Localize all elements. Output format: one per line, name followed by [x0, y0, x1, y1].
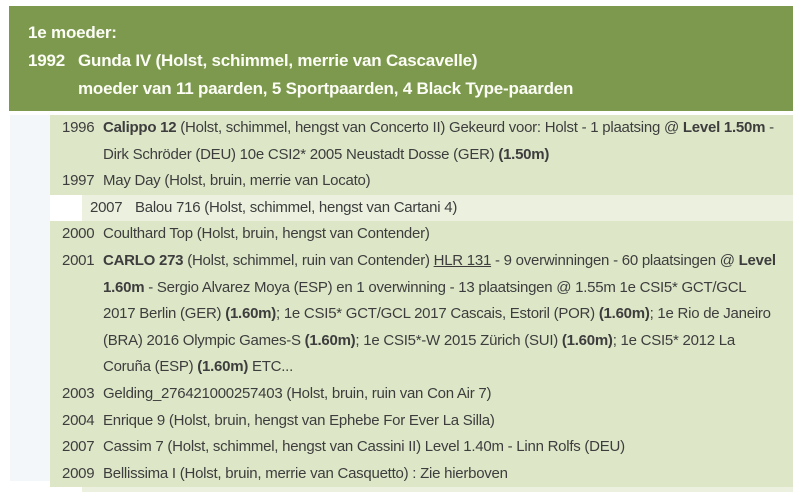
entry-year: 2007: [62, 438, 95, 456]
text-segment: (1.60m): [561, 331, 613, 349]
dam-name-text: Gunda IV (Holst, schimmel, merrie van Cascavelle): [78, 51, 478, 70]
text-segment: (1.60m): [225, 305, 276, 323]
text-segment: (1.60m): [598, 305, 650, 323]
text-segment: (Holst, schimmel, ruin van Contender): [183, 251, 434, 269]
hlr-link[interactable]: HLR 131: [433, 251, 492, 269]
offspring-entry: [50, 168, 793, 195]
text-segment: Level 1.50m: [682, 119, 766, 136]
text-segment: - Dirk Schröder (DEU) 10e CSI2* 2005 Neustadt Dosse (GER): [103, 119, 774, 163]
entry-year: 2003: [62, 384, 95, 402]
text-segment: Bellissima I (Holst, bruin, merrie van Casquetto) : Zie hierboven: [103, 464, 508, 482]
dam-line: [28, 47, 793, 75]
entry-text: [103, 434, 793, 461]
entry-text: [135, 195, 793, 222]
dam-header: [9, 6, 793, 111]
offspring-block-1: [50, 115, 793, 195]
entry-text: [103, 381, 793, 408]
entry-year: 2000: [62, 225, 95, 243]
entry-text: [103, 221, 793, 248]
text-segment: ; 1e CSI5*-W 2015 Zürich (SUI): [355, 331, 562, 349]
entry-year: 1997: [62, 172, 95, 190]
text-segment: (Holst, schimmel, hengst van Concerto II) Gekeurd voor: Holst - 1 plaatsing @: [176, 119, 683, 136]
entry-year: 2009: [62, 464, 95, 482]
offspring-block-2: [50, 221, 793, 487]
next-row-sliver: [82, 487, 793, 492]
text-segment: Gelding_276421000257403 (Holst, bruin, ruin van Con Air 7): [103, 384, 492, 402]
text-segment: - 9 overwinningen - 60 plaatsingen @: [491, 251, 739, 269]
text-segment: - Sergio Alvarez Moya (ESP) en 1 overwinning - 13 plaatsingen @ 1.55m 1e CSI5* GCT/GCL 2017 Berlin (GER): [103, 278, 746, 323]
text-segment: ; 1e CSI5* GCT/GCL 2017 Cascais, Estoril (POR): [276, 305, 599, 323]
entry-year: 2001: [62, 251, 95, 269]
text-segment: Balou 716 (Holst, schimmel, hengst van Cartani 4): [135, 198, 458, 216]
offspring-entry: [50, 434, 793, 461]
entry-text: [103, 248, 793, 381]
entry-text: [103, 115, 793, 168]
text-segment: (1.60m): [197, 358, 249, 376]
offspring-block-indented: [82, 195, 793, 222]
dam-summary: moeder van 11 paarden, 5 Sportpaarden, 4 Black Type-paarden: [78, 79, 574, 98]
text-segment: Calippo 12: [103, 119, 177, 136]
entry-text: [103, 408, 793, 435]
text-segment: (1.60m): [304, 331, 356, 349]
text-segment: Coulthard Top (Holst, bruin, hengst van Contender): [103, 225, 430, 243]
entry-year: 2007: [90, 198, 123, 216]
text-segment: ; 1e CSI5* 2012 La Coruña (ESP): [103, 331, 735, 376]
offspring-entry: [82, 195, 793, 222]
text-segment: Level 1.60m: [103, 251, 776, 296]
text-segment: Cassim 7 (Holst, schimmel, hengst van Cassini II) Level 1.40m - Linn Rolfs (DEU): [103, 438, 625, 456]
entry-year: 2004: [62, 411, 95, 429]
text-segment: ; 1e Rio de Janeiro (BRA) 2016 Olympic Games-S: [103, 305, 771, 349]
entry-text: [103, 168, 793, 195]
dam-header-title: 1e moeder:: [28, 23, 117, 42]
offspring-entry: [50, 248, 793, 381]
offspring-entry: [50, 461, 793, 488]
text-segment: CARLO 273: [103, 251, 184, 269]
text-segment: May Day (Holst, bruin, merrie van Locato): [103, 172, 371, 190]
offspring-entry: [50, 381, 793, 408]
offspring-entry: [50, 408, 793, 435]
dam-year: 1992: [28, 51, 66, 70]
offspring-entry: [50, 221, 793, 248]
entry-year: 1996: [62, 119, 95, 136]
offspring-entry: [50, 115, 793, 168]
text-segment: ETC...: [248, 358, 293, 376]
text-segment: (1.50m): [498, 145, 550, 163]
text-segment: Enrique 9 (Holst, bruin, hengst van Ephebe For Ever La Silla): [103, 411, 495, 429]
entry-text: [103, 461, 793, 488]
offspring-list: [0, 115, 800, 487]
